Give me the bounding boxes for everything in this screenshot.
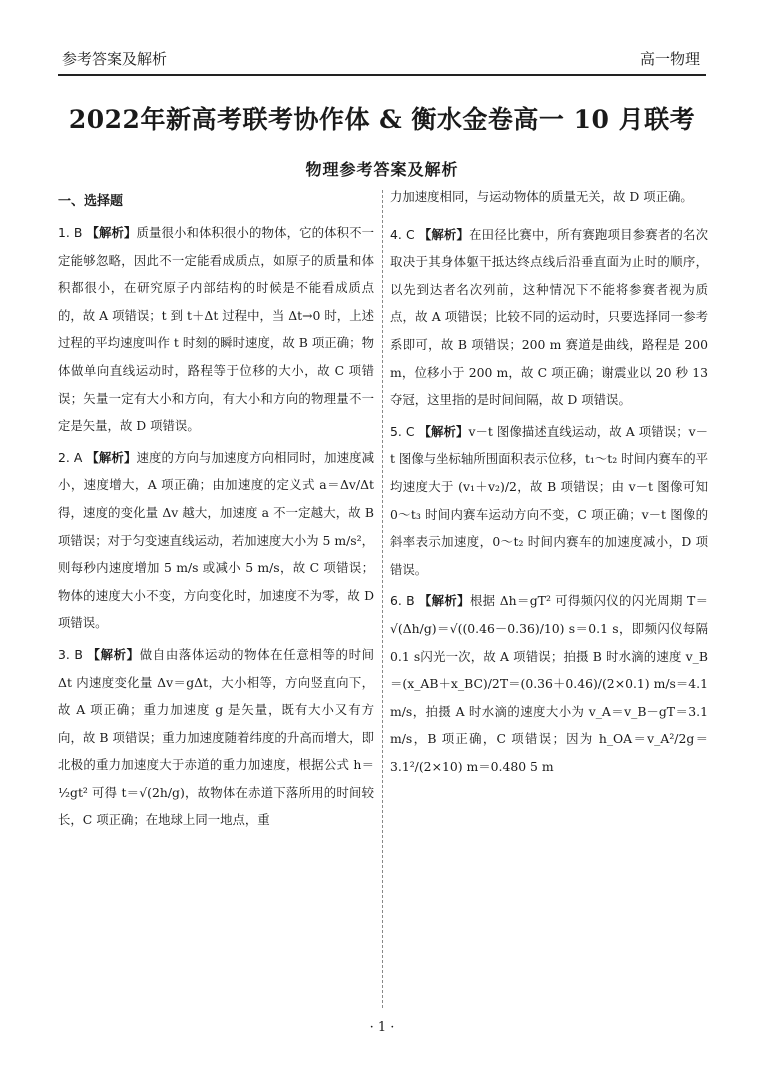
header-right: 高一物理 [639, 50, 700, 68]
answer-item [390, 418, 708, 584]
analysis-tag: 【解析】 [86, 449, 137, 465]
answer-text: 质量很小和体积很小的物体，它的体积不一定能够忽略，因此不一定能看成质点，如原子的质量和体积都很小，在研究原子内部结构的时候是不能看成质点的，故 A 项错误；t 到 t＋Δt 过程中，当 Δt→0 时，上述过程的平均速度叫作 t 时刻的瞬时速度，故 B 项正确；物体做单向直线运动时，路程等于位移的大小，故 C 项错误；矢量一定有大小和方向，有大小和方向的物理量不一定是矢量，故 D 项错误。 [58, 225, 375, 434]
answer-paragraph [390, 418, 708, 584]
answer-text: 力加速度相同，与运动物体的质量无关，故 D 项正确。 [390, 189, 693, 204]
analysis-tag: 【解析】 [86, 225, 137, 240]
answer-label: 4. C [390, 226, 415, 242]
answer-paragraph [390, 587, 708, 780]
header-rule [58, 74, 706, 76]
answer-text: 速度的方向与加速度方向相同时，加速度减小，速度增大，A 项正确；由加速度的定义式 a＝Δv/Δt 得，速度的变化量 Δv 越大，加速度 a 不一定越大，故 B 项错误；对于匀变速直线运动，若加速度大小为 5 m/s²，则每秒内速度增加 5 m/s 或减小 5 m/s，故 C 项错误；物体的速度大小不变，方向变化时，加速度不为零，故 D 项错误。 [58, 449, 374, 631]
analysis-tag: 【解析】 [418, 423, 469, 439]
answer-item [58, 444, 374, 637]
answer-label: 2. A [58, 449, 83, 465]
right-column [390, 183, 708, 784]
answer-paragraph [390, 183, 708, 211]
answer-paragraph [390, 221, 708, 414]
answer-text: 在田径比赛中，所有赛跑项目参赛者的名次取决于其身体躯干抵达终点线后沿垂直面为止时的顺序，以先到达者名次列前，这种情况下不能将参赛者视为质点，故 A 项错误；比较不同的运动时，只要选择同一参考系即可，故 B 项错误；200 m 赛道是曲线，路程是 200 m，位移小于 200 m，故 C 项正确；谢震业以 20 秒 13 夺冠，这里指的是时间间隔，故 D 项错误。 [390, 226, 708, 408]
answer-label: 5. C [390, 423, 415, 439]
answer-item [58, 219, 374, 440]
column-divider [382, 190, 383, 1008]
document-title: 2022年新高考联考协作体 & 衡水金卷高一 10 月联考 [68, 105, 696, 134]
header-left: 参考答案及解析 [62, 50, 168, 68]
page-number: · 1 · [369, 1020, 395, 1035]
analysis-tag: 【解析】 [87, 646, 140, 662]
answer-item [390, 587, 708, 780]
answer-text: v－t 图像描述直线运动，故 A 项错误；v－t 图像与坐标轴所围面积表示位移，t₁～t₂ 时间内赛车的平均速度大于 (v₁＋v₂)/2，故 B 项错误；由 v－t 图像可知 0～t₃ 时间内赛车运动方向不变，C 项正确；v－t 图像的斜率表示加速度，0～t₂ 时间内赛车的加速度减小，D 项错误。 [390, 423, 708, 577]
answer-paragraph [58, 641, 374, 834]
left-column [58, 219, 374, 838]
answer-item [58, 641, 374, 834]
answer-text: 根据 Δh＝gT² 可得频闪仪的闪光周期 T＝√(Δh/g)＝√((0.46－0.36)/10) s＝0.1 s，即频闪仪每隔 0.1 s闪光一次，故 A 项错误；拍摄 B 时水滴的速度 v_B＝(x_AB＋x_BC)/2T＝(0.36＋0.46)/(2×0.1) m/s＝4.1 m/s，拍摄 A 时水滴的速度大小为 v_A＝v_B－gT＝3.1 m/s，B 项正确，C 项错误；因为 h_OA＝v_A²/2g＝3.1²/(2×10) m＝0.480 5 m [390, 593, 708, 774]
analysis-tag: 【解析】 [418, 593, 470, 609]
answer-text: 做自由落体运动的物体在任意相等的时间 Δt 内速度变化量 Δv＝gΔt，大小相等，方向竖直向下，故 A 项正确；重力加速度 g 是矢量，既有大小又有方向，故 B 项错误；重力加速度随着纬度的升高而增大，即北极的重力加速度大于赤道的重力加速度，根据公式 h＝½gt² 可得 t＝√(2h/g)，故物体在赤道下落所用的时间较长，C 项正确；在地球上同一地点，重 [58, 646, 375, 828]
answer-label: 3. B [58, 646, 83, 662]
answer-paragraph [58, 219, 374, 440]
document-subtitle: 物理参考答案及解析 [305, 160, 459, 179]
answer-item [390, 221, 708, 414]
answer-continuation [390, 183, 708, 211]
analysis-tag: 【解析】 [418, 226, 470, 242]
section-heading: 一、选择题 [58, 194, 124, 209]
answer-paragraph [58, 444, 374, 637]
answer-label: 6. B [390, 593, 415, 609]
answer-label: 1. B [58, 225, 83, 240]
